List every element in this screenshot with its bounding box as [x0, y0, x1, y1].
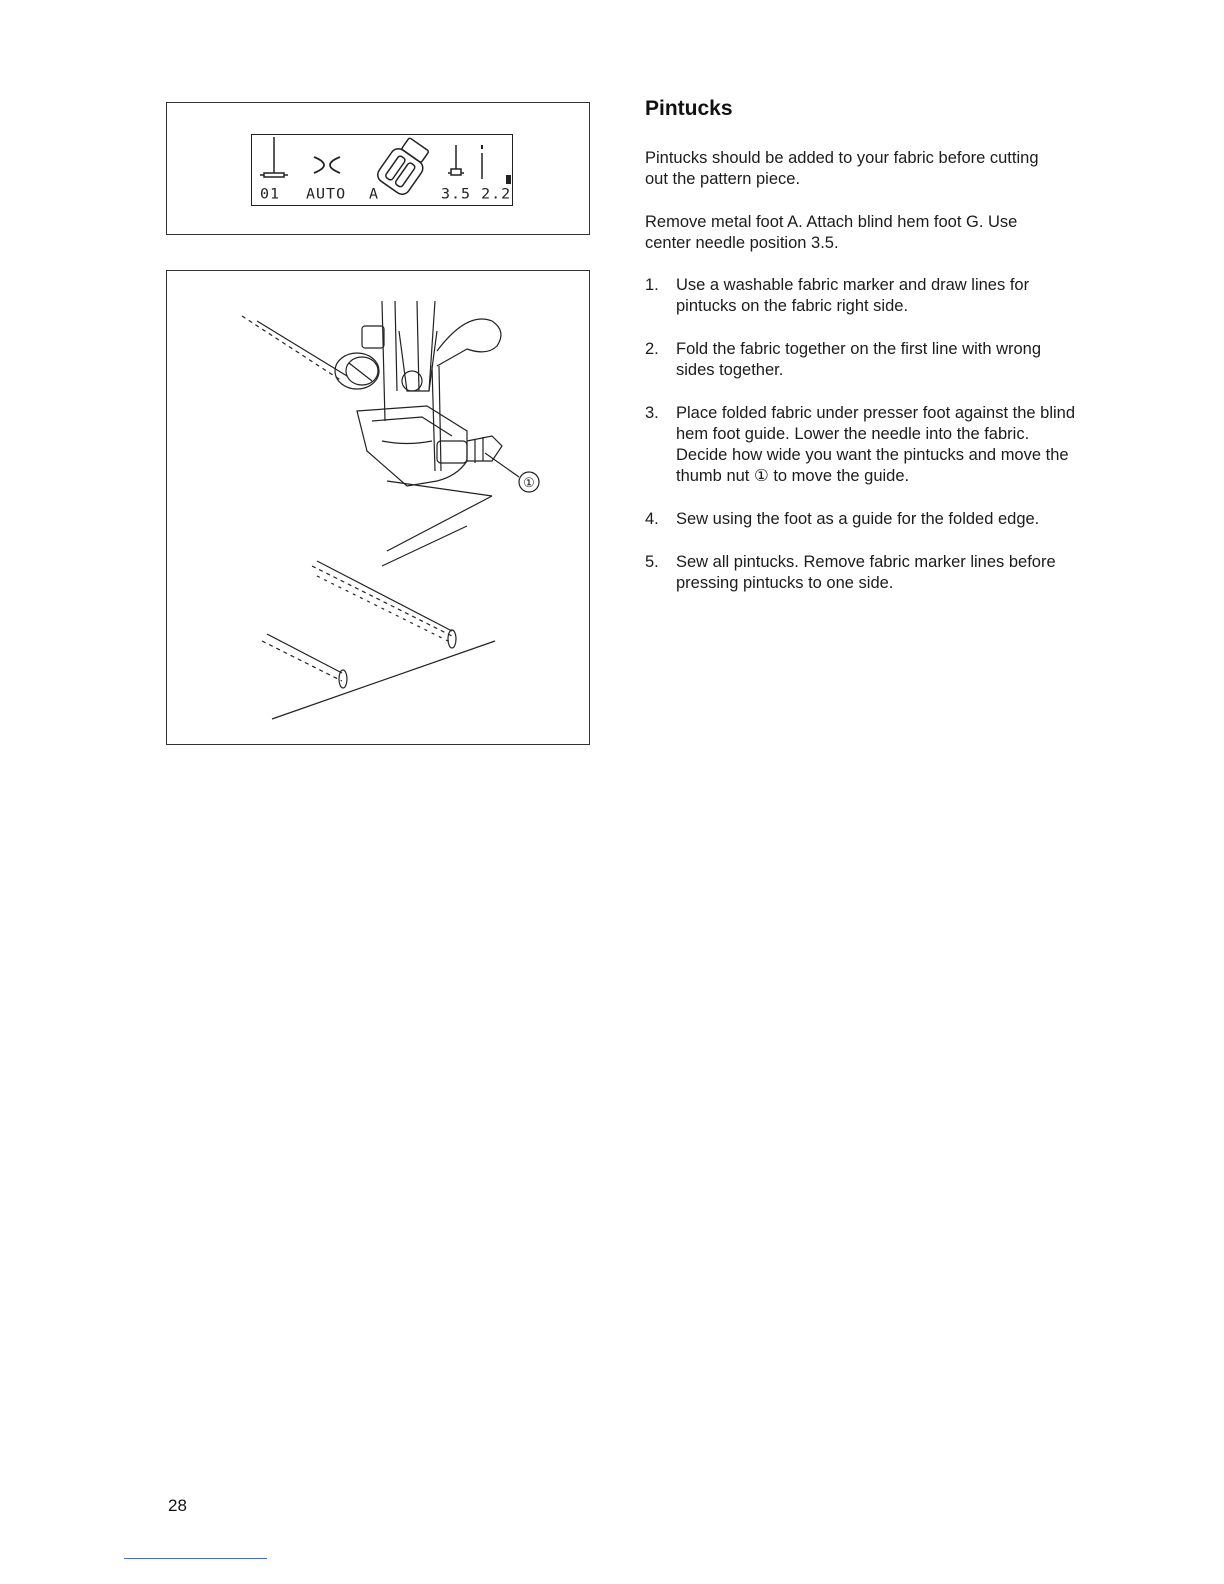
lcd-display-figure	[166, 102, 590, 235]
step-text: Sew using the foot as a guide for the folded edge.	[676, 510, 1040, 528]
lcd-screen	[251, 134, 513, 206]
callout-number: ①	[523, 475, 535, 490]
needle-position-icon	[448, 145, 482, 179]
step-number: 2.	[645, 340, 659, 358]
lcd-stitch-number: 01	[260, 185, 281, 203]
steps-list	[645, 275, 1075, 616]
setup-paragraph: Remove metal foot A. Attach blind hem foot G. Use center needle position 3.5.	[645, 213, 1018, 252]
step-item	[645, 339, 1075, 381]
lcd-presser-foot: A	[369, 185, 380, 203]
step-text: Fold the fabric together on the first line with wrong sides together.	[676, 340, 1042, 379]
step-text: Place folded fabric under presser foot against the blind hem foot guide. Lower the needle into the fabric. Decide how wide you want the pintucks and move the thumb nut ① to move the guide.	[676, 404, 1075, 485]
step-text: Use a washable fabric marker and draw lines for pintucks on the fabric right side.	[676, 276, 1030, 315]
lcd-settings: 3.5 2.2	[441, 185, 512, 203]
footer-divider	[124, 1558, 267, 1559]
page-number: 28	[168, 1496, 187, 1515]
straight-stitch-icon	[260, 137, 288, 177]
step-item	[645, 552, 1075, 594]
step-number: 1.	[645, 276, 659, 294]
presser-foot-icon	[375, 135, 434, 197]
step-number: 5.	[645, 553, 659, 571]
lcd-marker-icon	[506, 175, 511, 184]
step-number: 3.	[645, 404, 659, 422]
thread-tension-icon	[314, 157, 340, 173]
intro-paragraph: Pintucks should be added to your fabric before cutting out the pattern piece.	[645, 149, 1039, 188]
lcd-tension-mode: AUTO	[306, 185, 347, 203]
step-number: 4.	[645, 510, 659, 528]
step-item	[645, 509, 1075, 530]
presser-foot-illustration	[167, 271, 591, 746]
step-text: Sew all pintucks. Remove fabric marker lines before pressing pintucks to one side.	[676, 553, 1056, 592]
sewing-illustration	[166, 270, 590, 745]
step-item	[645, 403, 1075, 487]
section-title: Pintucks	[645, 97, 733, 120]
step-item	[645, 275, 1075, 317]
